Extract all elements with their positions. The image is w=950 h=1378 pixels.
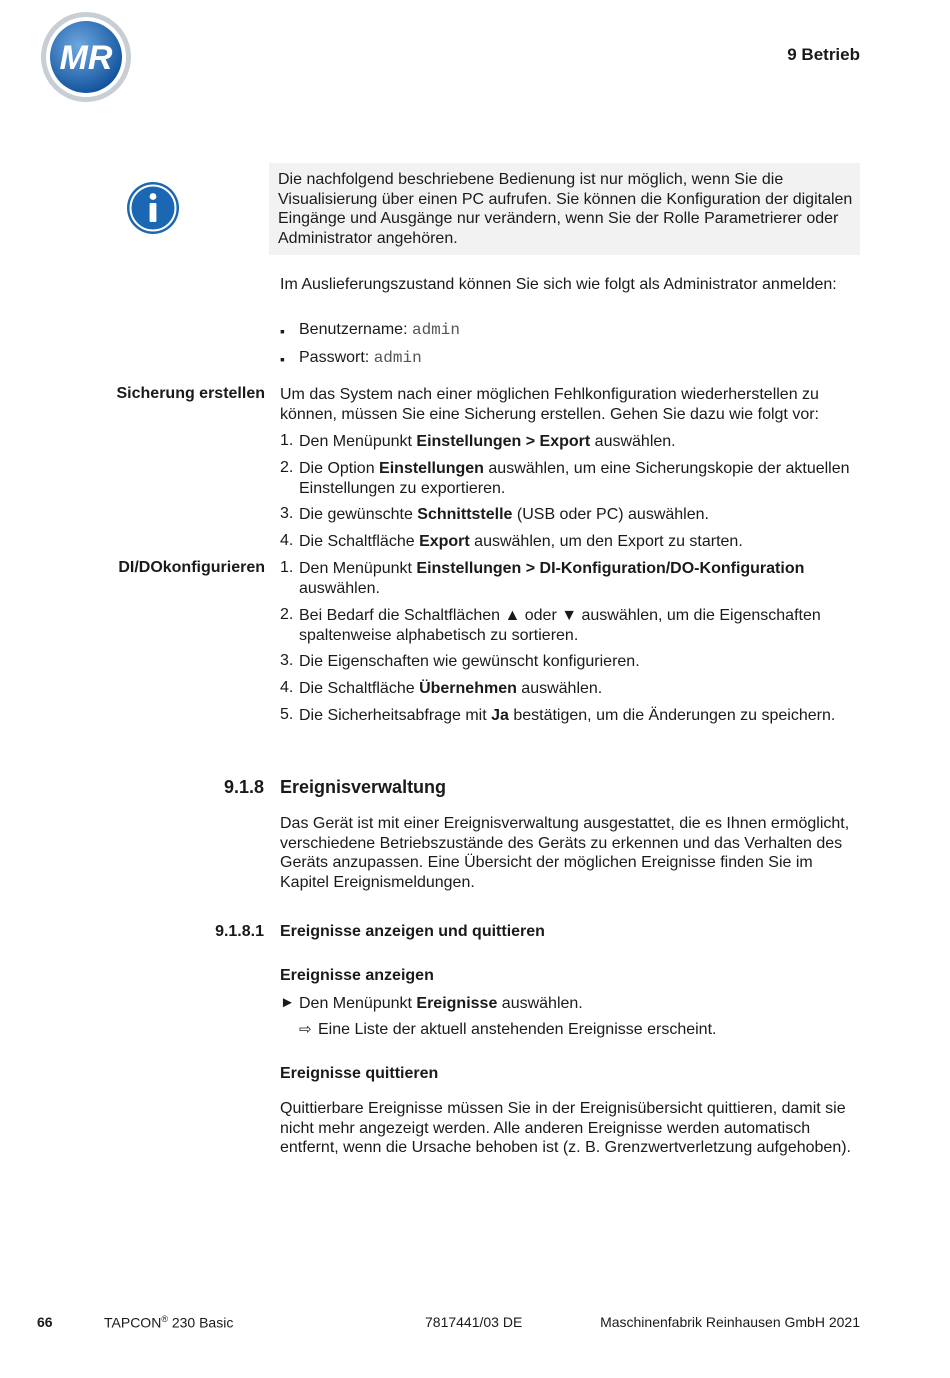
step-number: 1. [280,559,294,576]
step-number: 4. [280,532,294,549]
step-number: 5. [280,706,294,723]
backup-side-label: Sicherung erstellen [116,385,265,402]
product-name: TAPCON® 230 Basic [104,1314,234,1331]
result-arrow-icon: ⇨ [299,1021,312,1038]
step-number: 1. [280,432,294,449]
subsection-number: 9.1.8.1 [215,923,264,940]
dido-side-label: DI/DOkonfigurieren [118,559,265,576]
info-text: Die nachfolgend beschriebene Bedienung ist nur möglich, wenn Sie die Visualisierung über einen PC aufrufen. Sie können die Konfiguration der digitalen Eingänge und Ausgänge nur verändern, wenn Sie der Rolle Parametrierer oder Administrator angehören. [278,171,853,247]
section-number: 9.1.8 [223,777,264,797]
show-heading: Ereignisse anzeigen [280,967,434,984]
backup-step-2: Die Option Einstellungen auswählen, um eine Sicherungskopie der aktuellen Einstellungen zu exportieren. [299,460,850,497]
backup-intro: Um das System nach einer möglichen Fehlkonfiguration wiederherstellen zu können, müssen Sie eine Sicherung erstellen. Gehen Sie dazu wie folgt vor: [280,386,819,423]
chapter-title: 9 Betrieb [787,45,860,64]
company-logo [40,11,132,103]
ack-heading: Ereignisse quittieren [280,1065,439,1082]
backup-step-3: Die gewünschte Schnittstelle (USB oder PC) auswählen. [299,506,709,523]
backup-step-4: Die Schaltfläche Export auswählen, um den Export zu starten. [299,533,743,550]
username-value: admin [411,321,460,339]
backup-step-1: Den Menüpunkt Einstellungen > Export auswählen. [299,433,676,450]
username-line [299,321,460,339]
info-icon [126,181,180,235]
step-number: 2. [280,606,294,623]
bullet-marker: ▪ [280,351,285,367]
dido-step-1: Den Menüpunkt Einstellungen > DI-Konfiguration/DO-Konfiguration auswählen. [299,560,805,597]
dido-step-3: Die Eigenschaften wie gewünscht konfigurieren. [299,653,640,670]
step-number: 3. [280,505,294,522]
company-name: Maschinenfabrik Reinhausen GmbH 2021 [600,1314,860,1330]
password-value: admin [373,349,422,367]
logo-text: MR [59,39,113,77]
username-label: Benutzername: [299,321,408,338]
section-text: Das Gerät ist mit einer Ereignisverwaltung ausgestattet, die es Ihnen ermöglicht, verschiedene Betriebszustände des Geräts zu erkennen und das Verhalten des Geräts anzupassen. Eine Übersicht der möglichen Ereignisse finden Sie im Kapitel Ereignismeldungen. [280,815,850,891]
subsection-title: Ereignisse anzeigen und quittieren [280,923,545,940]
bullet-marker: ▪ [280,323,285,339]
arrow-right-icon: ► [280,994,295,1011]
dido-step-2: Bei Bedarf die Schaltflächen ▲ oder ▼ auswählen, um die Eigenschaften spaltenweise alphabetisch zu sortieren. [299,607,821,644]
page-number: 66 [37,1314,53,1330]
login-intro: Im Auslieferungszustand können Sie sich wie folgt als Administrator anmelden: [280,276,837,293]
ack-text: Quittierbare Ereignisse müssen Sie in der Ereignisübersicht quittieren, damit sie nicht mehr angezeigt werden. Alle anderen Ereignisse werden automatisch entfernt, wenn die Ursache behoben ist (z. B. Grenzwertverletzung aufgehoben). [280,1100,851,1157]
dido-step-5: Die Sicherheitsabfrage mit Ja bestätigen, um die Änderungen zu speichern. [299,707,836,724]
password-line [299,349,422,367]
step-number: 3. [280,652,294,669]
show-result: Eine Liste der aktuell anstehenden Ereignisse erscheint. [318,1021,717,1038]
show-step: Den Menüpunkt Ereignisse auswählen. [299,995,583,1012]
password-label: Passwort: [299,349,370,366]
step-number: 2. [280,459,294,476]
document-number: 7817441/03 DE [425,1314,523,1330]
section-title: Ereignisverwaltung [280,777,447,797]
dido-step-4: Die Schaltfläche Übernehmen auswählen. [299,680,603,697]
step-number: 4. [280,679,294,696]
